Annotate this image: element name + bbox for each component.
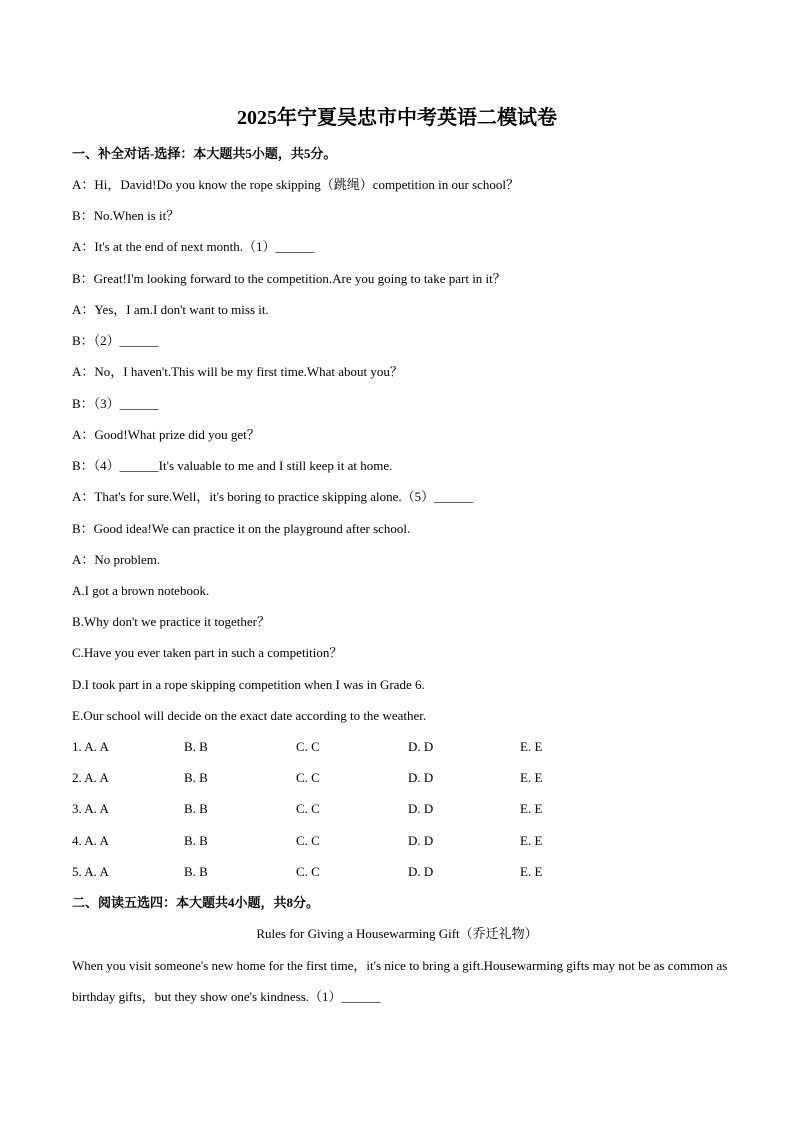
answer-blank-2[interactable]: ______ <box>119 333 159 348</box>
answer-blank-1[interactable]: ______ <box>275 239 315 254</box>
dialogue-text: A：Yes，I am.I don't want to miss it. <box>72 302 269 317</box>
answer-option[interactable]: C. C <box>296 801 320 816</box>
answer-option[interactable]: C. C <box>296 770 320 785</box>
answer-row <box>72 738 632 756</box>
answer-option[interactable]: E. E <box>520 864 543 879</box>
answer-row <box>72 832 632 850</box>
dialogue-text: B：（2） <box>72 333 120 348</box>
dialogue-line <box>72 426 260 444</box>
dialogue-line <box>72 270 506 288</box>
dialogue-text: A：No，I haven't.This will be my first time.What about you？ <box>72 364 403 379</box>
answer-option[interactable]: C. C <box>296 833 320 848</box>
dialogue-text: B：Good idea!We can practice it on the playground after school. <box>72 521 411 536</box>
dialogue-text: B：No.When is it？ <box>72 208 180 223</box>
dialogue-line <box>72 207 179 225</box>
dialogue-text: A：Hi，David!Do you know the rope skipping（跳绳）competition in our school？ <box>72 177 520 192</box>
dialogue-text: A：That's for sure.Well，it's boring to practice skipping alone.（5） <box>72 489 435 504</box>
choice-option: D.I took part in a rope skipping competition when I was in Grade 6. <box>72 677 425 692</box>
answer-option[interactable]: 1. A. A <box>72 739 109 754</box>
answer-option[interactable]: B. B <box>184 833 208 848</box>
answer-option[interactable]: E. E <box>520 801 543 816</box>
answer-option[interactable]: D. D <box>408 770 434 785</box>
answer-row <box>72 863 632 881</box>
dialogue-line <box>72 301 269 319</box>
dialogue-text: A：It's at the end of next month.（1） <box>72 239 276 254</box>
choice-option: A.I got a brown notebook. <box>72 583 210 598</box>
dialogue-line <box>72 238 314 256</box>
answer-option[interactable]: C. C <box>296 739 320 754</box>
dialogue-line <box>72 395 159 413</box>
answer-option[interactable]: 4. A. A <box>72 833 109 848</box>
answer-option[interactable]: B. B <box>184 739 208 754</box>
passage-title: Rules for Giving a Housewarming Gift（乔迁礼物） <box>256 926 538 941</box>
answer-row <box>72 769 632 787</box>
answer-row <box>72 800 632 818</box>
answer-option[interactable]: D. D <box>408 739 434 754</box>
dialogue-line <box>72 332 159 350</box>
choice-option: B.Why don't we practice it together？ <box>72 614 271 629</box>
answer-blank-4[interactable]: ______ <box>119 458 159 473</box>
dialogue-text: B：Great!I'm looking forward to the competition.Are you going to take part in it？ <box>72 271 506 286</box>
dialogue-line <box>72 551 160 569</box>
answer-option[interactable]: E. E <box>520 833 543 848</box>
answer-option[interactable]: D. D <box>408 833 434 848</box>
answer-option[interactable]: C. C <box>296 864 320 879</box>
section2-heading: 二、阅读五选四：本大题共4小题，共8分。 <box>72 895 320 910</box>
answer-option[interactable]: 3. A. A <box>72 801 109 816</box>
section1-heading: 一、补全对话-选择：本大题共5小题，共5分。 <box>72 146 337 161</box>
passage-paragraph <box>72 950 732 1012</box>
dialogue-text: B：（4） <box>72 458 120 473</box>
dialogue-line <box>72 457 392 475</box>
choice-option: C.Have you ever taken part in such a competition？ <box>72 645 343 660</box>
dialogue-text: B：（3） <box>72 396 120 411</box>
answer-option[interactable]: D. D <box>408 864 434 879</box>
choice-option: E.Our school will decide on the exact date according to the weather. <box>72 708 427 723</box>
answer-option[interactable]: E. E <box>520 739 543 754</box>
answer-option[interactable]: 5. A. A <box>72 864 109 879</box>
answer-option[interactable]: B. B <box>184 801 208 816</box>
answer-option[interactable]: D. D <box>408 801 434 816</box>
page-title: 2025年宁夏吴忠市中考英语二模试卷 <box>237 107 557 129</box>
dialogue-text: A：Good!What prize did you get？ <box>72 427 260 442</box>
dialogue-line <box>72 488 473 506</box>
dialogue-text: A：No problem. <box>72 552 161 567</box>
answer-blank-3[interactable]: ______ <box>119 396 159 411</box>
passage-text: When you visit someone's new home for the first time，it's nice to bring a gift.Housewarming gifts may not be as common as birthday gifts，but they show one's kindness.（1） <box>72 958 728 1004</box>
answer-option[interactable]: B. B <box>184 864 208 879</box>
answer-option[interactable]: E. E <box>520 770 543 785</box>
answer-option[interactable]: B. B <box>184 770 208 785</box>
dialogue-line <box>72 363 403 381</box>
answer-blank-5[interactable]: ______ <box>434 489 474 504</box>
answer-blank-passage-1[interactable]: ______ <box>341 989 381 1004</box>
dialogue-line <box>72 176 519 194</box>
dialogue-line <box>72 520 410 538</box>
answer-option[interactable]: 2. A. A <box>72 770 109 785</box>
dialogue-text: It's valuable to me and I still keep it at home. <box>158 458 393 473</box>
